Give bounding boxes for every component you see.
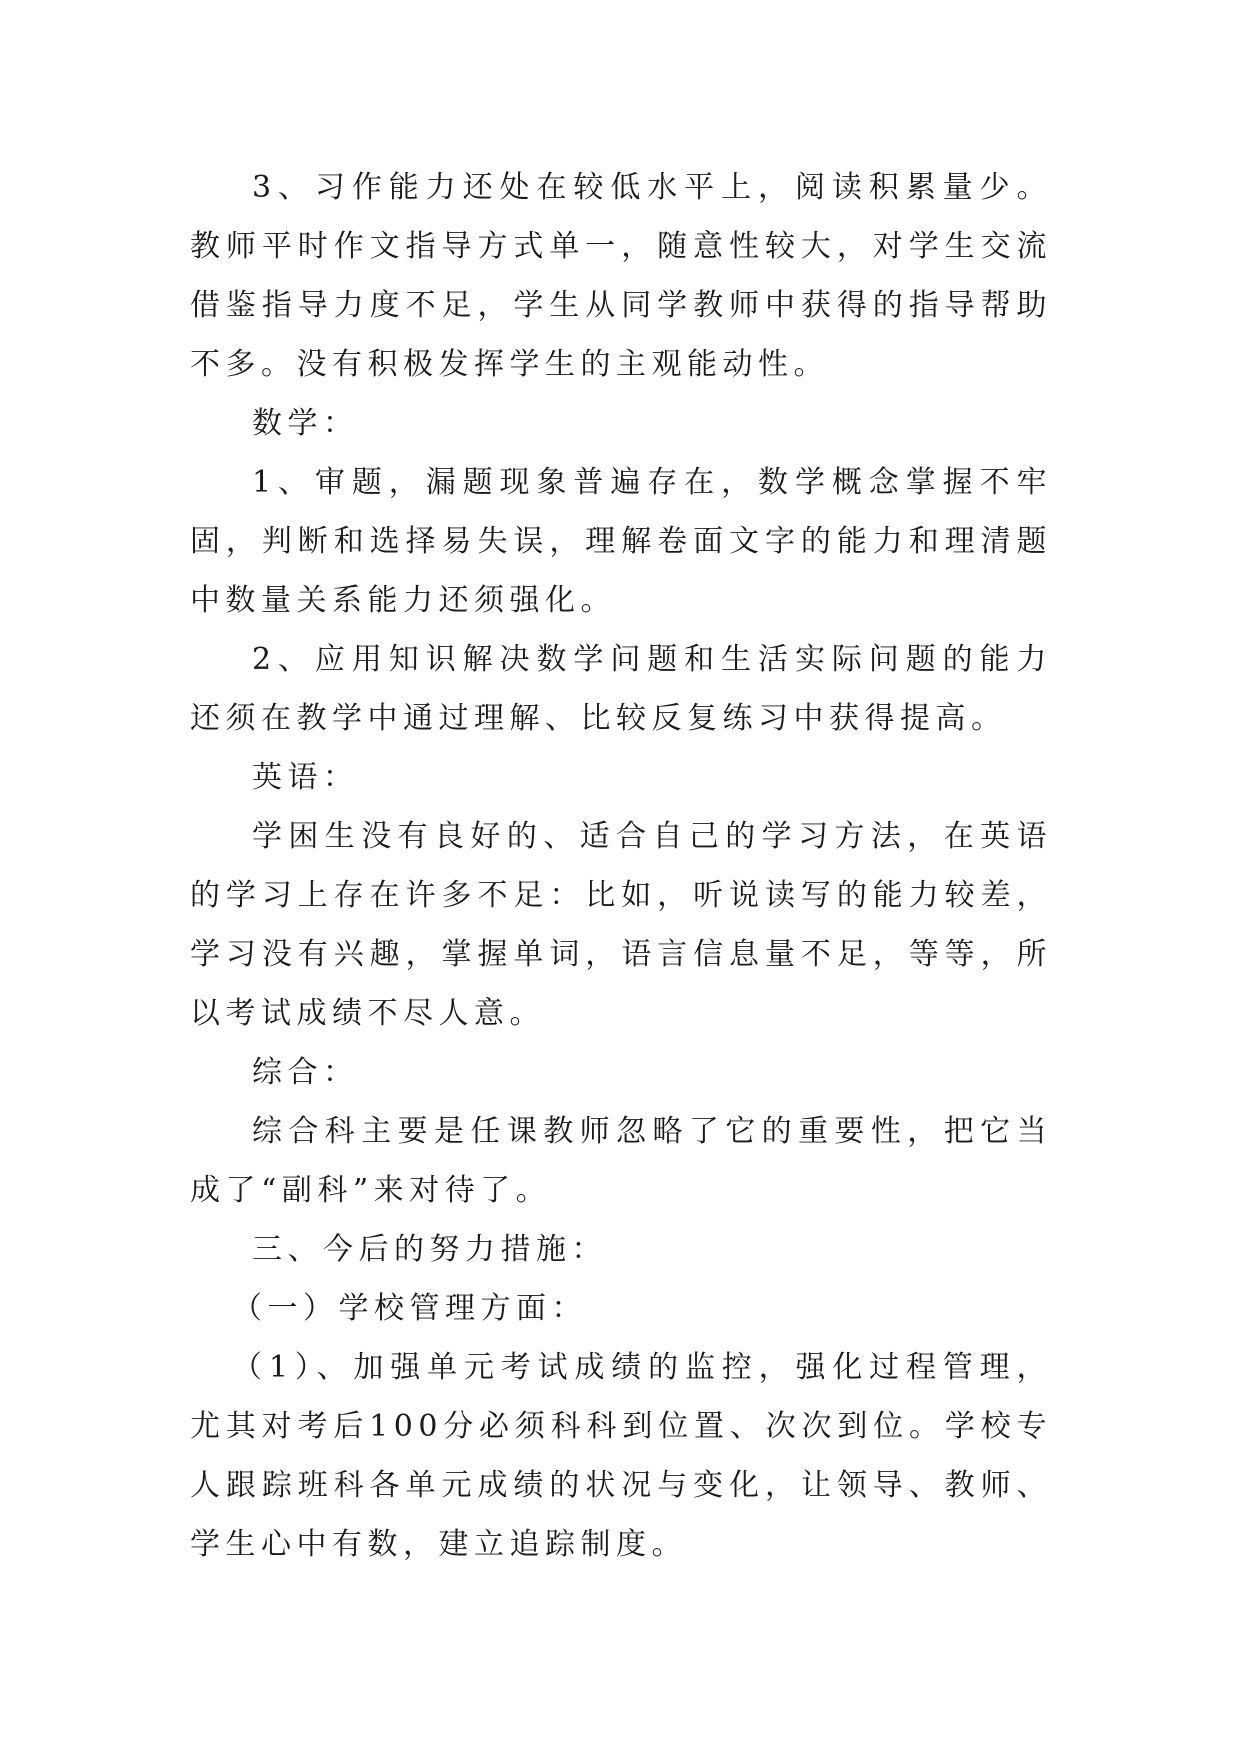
heading-future-measures: 三、今后的努力措施： [252, 1232, 607, 1267]
heading-english: 英语： [252, 760, 359, 795]
paragraph-math-1: 1、审题，漏题现象普遍存在，数学概念掌握不牢固，判断和选择易失误，理解卷面文字的能力和理清题中数量关系能力还须强化。 [190, 465, 1052, 618]
heading-comprehensive: 综合： [252, 1055, 359, 1090]
paragraph-comprehensive: 综合科主要是任课教师忽略了它的重要性，把它当成了“副科”来对待了。 [190, 1114, 1052, 1208]
paragraph-english: 学困生没有良好的、适合自己的学习方法，在英语的学习上存在许多不足：比如，听说读写的能力较差，学习没有兴趣，掌握单词，语言信息量不足，等等，所以考试成绩不尽人意。 [190, 819, 1052, 1031]
paragraph-writing-ability: 3、习作能力还处在较低水平上，阅读积累量少。教师平时作文指导方式单一，随意性较大，对学生交流借鉴指导力度不足，学生从同学教师中获得的指导帮助不多。没有积极发挥学生的主观能动性。 [190, 170, 1052, 382]
heading-school-management: （一）学校管理方面： [232, 1291, 587, 1326]
paragraph-unit-exam-monitoring: （1）、加强单元考试成绩的监控，强化过程管理，尤其对考后100分必须科科到位置、次次到位。学校专人跟踪班科各单元成绩的状况与变化，让领导、教师、学生心中有数，建立追踪制度。 [190, 1350, 1052, 1562]
document-body [190, 158, 1052, 1574]
paragraph-math-2: 2、应用知识解决数学问题和生活实际问题的能力还须在教学中通过理解、比较反复练习中获得提高。 [190, 642, 1052, 736]
heading-math: 数学： [252, 406, 359, 441]
